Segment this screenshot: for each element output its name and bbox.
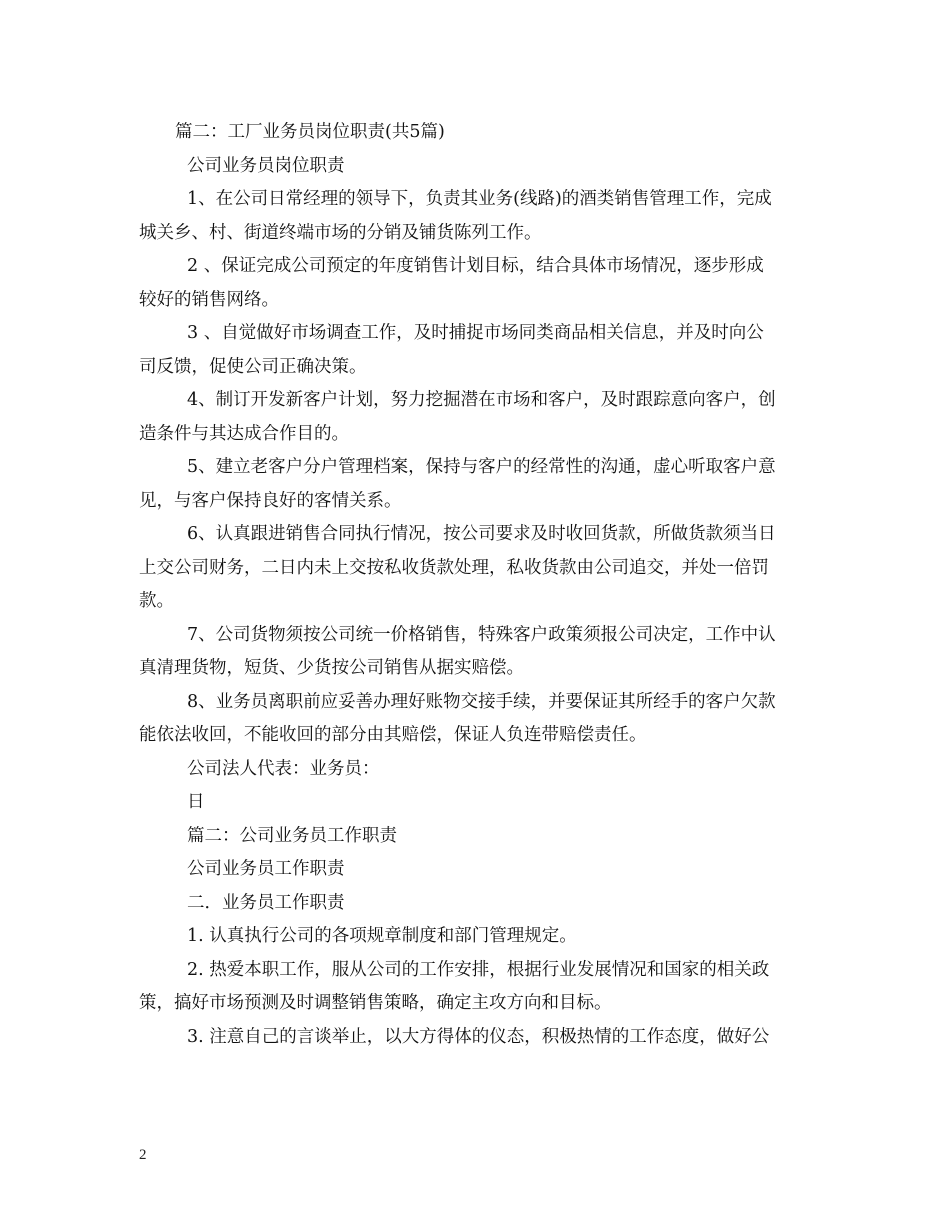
responsibility-item-4 (139, 384, 814, 451)
item-line: 8、业务员离职前应妥善办理好账物交接手续，并要保证其所经手的客户欠款 (187, 691, 776, 712)
document-body (139, 116, 814, 1054)
section-heading-2: 篇二：公司业务员工作职责 (187, 825, 397, 846)
responsibility-item-8 (139, 686, 814, 753)
item-line: 6、认真跟进销售合同执行情况，按公司要求及时收回货款，所做货款须当日 (187, 524, 776, 544)
item-line: 能依法收回，不能收回的部分由其赔偿，保证人负连带赔偿责任。 (139, 725, 647, 745)
page-number: 2 (139, 1147, 147, 1163)
date-label: 日 (187, 792, 205, 812)
subheading-2: 公司业务员工作职责 (187, 859, 345, 879)
item-line: 款。 (139, 591, 174, 611)
responsibility-item-5 (139, 451, 814, 518)
item-line: 1、在公司日常经理的领导下，负责其业务(线路)的酒类销售管理工作，完成 (187, 189, 772, 209)
duty-line: 策，搞好市场预测及时调整销售策略，确定主攻方向和目标。 (139, 993, 612, 1013)
responsibility-item-1 (139, 183, 814, 250)
duty-line: 1. 认真执行公司的各项规章制度和部门管理规定。 (187, 926, 577, 946)
section-heading: 篇二：工厂业务员岗位职责(共5篇) (175, 122, 445, 142)
item-line: 造条件与其达成合作目的。 (139, 423, 349, 444)
signature-line: 公司法人代表：业务员： (187, 758, 380, 779)
item-line: 较好的销售网络。 (139, 289, 279, 310)
responsibility-item-2 (139, 250, 814, 317)
item-line: 上交公司财务，二日内未上交按私收货款处理，私收货款由公司追交，并处一倍罚 (139, 557, 769, 578)
duty-item-1 (139, 920, 814, 954)
duty-item-2 (139, 954, 814, 1021)
item-line: 司反馈，促使公司正确决策。 (139, 356, 367, 377)
item-line: 7、公司货物须按公司统一价格销售，特殊客户政策须报公司决定，工作中认 (187, 624, 776, 645)
duty-item-3 (139, 1021, 814, 1055)
item-line: 3 、自觉做好市场调查工作，及时捕捉市场同类商品相关信息，并及时向公 (187, 323, 764, 343)
item-line: 真清理货物，短货、少货按公司销售从据实赔偿。 (139, 658, 524, 678)
responsibility-item-3 (139, 317, 814, 384)
item-line: 2 、保证完成公司预定的年度销售计划目标，结合具体市场情况，逐步形成 (187, 256, 764, 276)
item-line: 见，与客户保持良好的客情关系。 (139, 490, 402, 511)
item-line: 5、建立老客户分户管理档案，保持与客户的经常性的沟通，虚心听取客户意 (187, 457, 776, 477)
duty-line: 2. 热爱本职工作，服从公司的工作安排，根据行业发展情况和国家的相关政 (187, 959, 770, 980)
subheading: 公司业务员岗位职责 (187, 155, 345, 176)
item-line: 4、制订开发新客户计划，努力挖掘潜在市场和客户，及时跟踪意向客户，创 (187, 390, 776, 410)
responsibility-item-7 (139, 619, 814, 686)
responsibility-item-6 (139, 518, 814, 619)
item-line: 城关乡、村、街道终端市场的分销及铺货陈列工作。 (139, 222, 542, 243)
section-title: 二．业务员工作职责 (187, 892, 345, 913)
duty-line: 3. 注意自己的言谈举止，以大方得体的仪态，积极热情的工作态度，做好公 (187, 1026, 770, 1047)
